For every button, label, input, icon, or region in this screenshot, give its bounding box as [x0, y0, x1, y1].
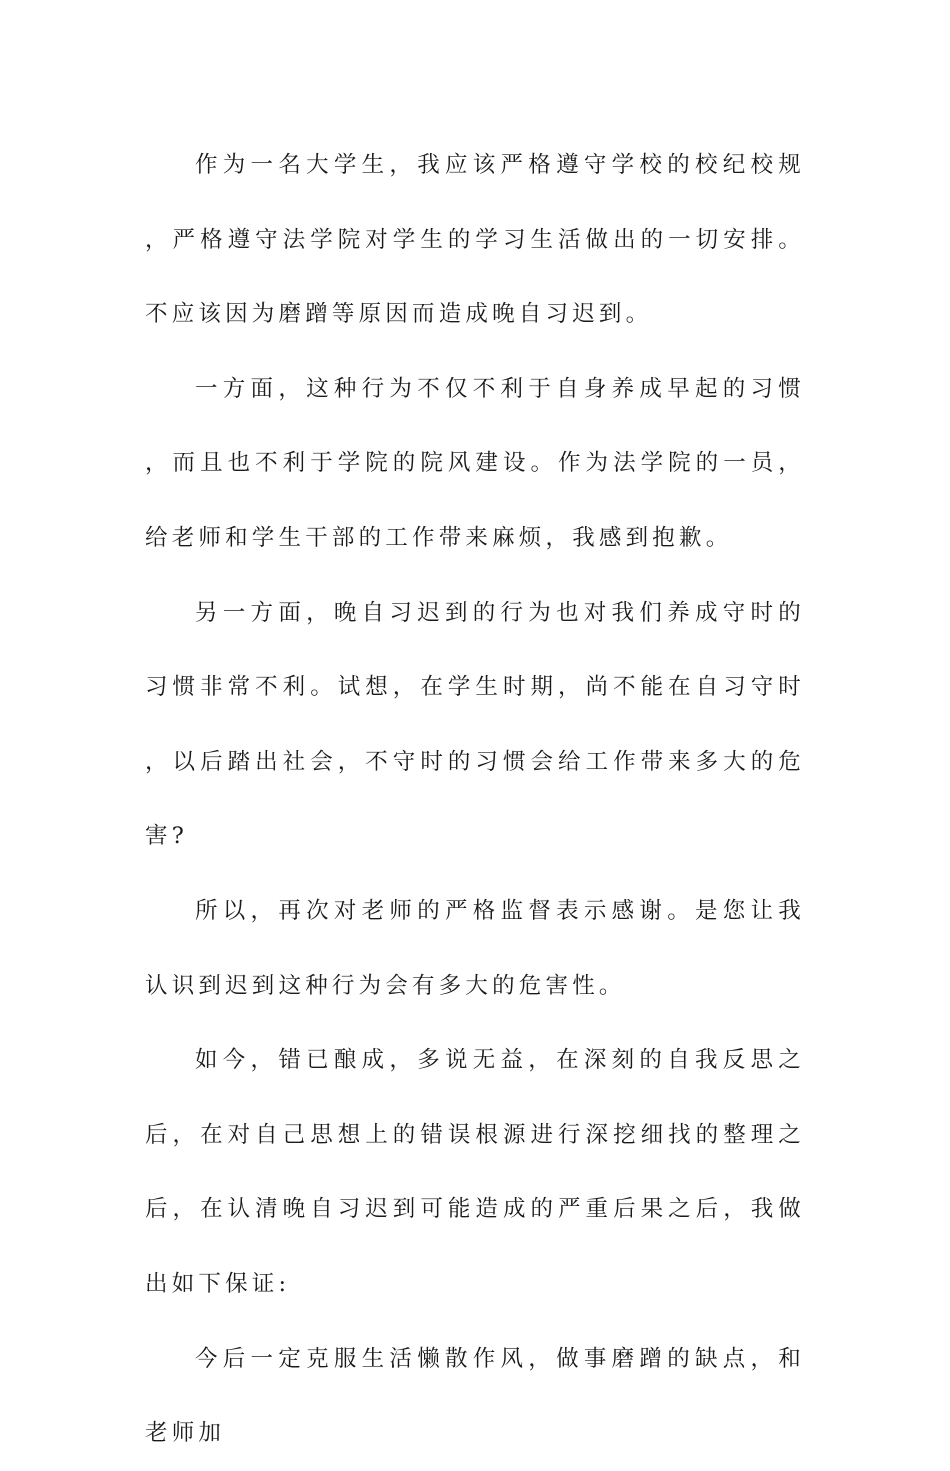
paragraph-1: 作为一名大学生，我应该严格遵守学校的校纪校规，严格遵守法学院对学生的学习生活做出的一切安排。不应该因为磨蹭等原因而造成晚自习迟到。 — [145, 152, 805, 328]
paragraph-5: 如今，错已酿成，多说无益，在深刻的自我反思之后，在对自己思想上的错误根源进行深挖细找的整理之后，在认清晚自习迟到可能造成的严重后果之后，我做出如下保证: — [145, 1047, 805, 1297]
paragraph-2: 一方面，这种行为不仅不利于自身养成早起的习惯，而且也不利于学院的院风建设。作为法学院的一员，给老师和学生干部的工作带来麻烦，我感到抱歉。 — [145, 375, 805, 551]
paragraph-3: 另一方面，晚自习迟到的行为也对我们养成守时的习惯非常不利。试想，在学生时期，尚不能在自习守时，以后踏出社会，不守时的习惯会给工作带来多大的危害? — [145, 599, 805, 850]
paragraph-4: 所以，再次对老师的严格监督表示感谢。是您让我认识到迟到这种行为会有多大的危害性。 — [145, 897, 805, 999]
paragraph-6: 今后一定克服生活懒散作风，做事磨蹭的缺点，和老师加 — [145, 1345, 805, 1447]
document-body — [145, 128, 805, 1471]
